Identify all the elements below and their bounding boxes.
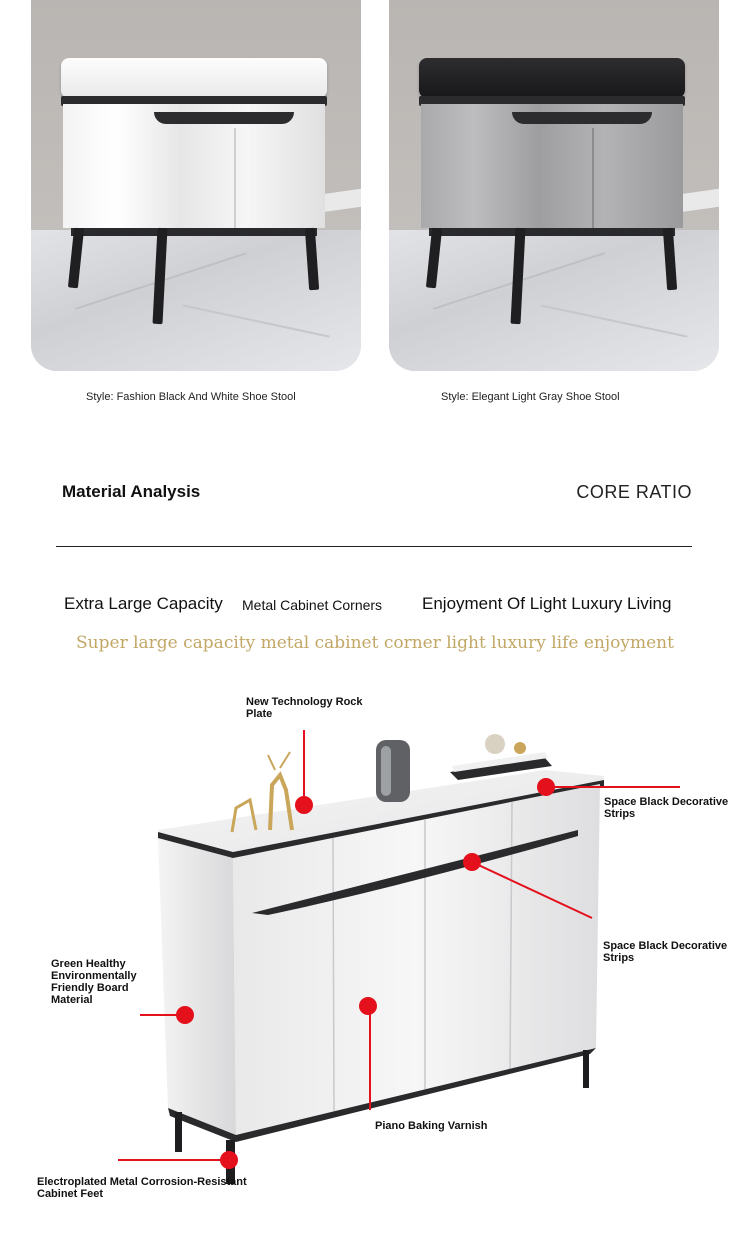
marker-rock-plate[interactable] [295, 796, 313, 814]
shoe-stool-gray [417, 58, 687, 328]
stool-leg [510, 228, 525, 324]
stool-leg [68, 228, 84, 289]
marker-board[interactable] [176, 1006, 194, 1024]
marker-varnish[interactable] [359, 997, 377, 1015]
cabinet-side [158, 838, 236, 1135]
door-seam [234, 128, 236, 228]
style-caption-light-gray: Style: Elegant Light Gray Shoe Stool [441, 391, 620, 403]
label-board: Green Healthy Environmentally Friendly Board Material [51, 958, 137, 1006]
stool-base [71, 228, 317, 236]
cabinet-foot [583, 1050, 589, 1088]
stool-leg [663, 228, 677, 291]
style-photo-black-white[interactable] [31, 0, 361, 371]
stool-leg [426, 228, 442, 289]
door-seam [333, 838, 334, 1111]
stool-seat [419, 58, 685, 98]
stool-leg [152, 228, 167, 324]
label-varnish: Piano Baking Varnish [375, 1120, 488, 1132]
label-strip-top: Space Black Decorative Strips [604, 796, 729, 820]
feature-capacity: Extra Large Capacity [64, 594, 223, 613]
vase [376, 740, 410, 802]
style-caption-black-white: Style: Fashion Black And White Shoe Stool [86, 391, 296, 403]
cabinet-foot [175, 1112, 182, 1152]
label-rock-plate: New Technology Rock Plate [246, 696, 363, 720]
stool-seat [61, 58, 327, 98]
stool-handle [512, 112, 652, 124]
door-seam [592, 128, 594, 228]
stool-handle [154, 112, 294, 124]
cabinet-diagram [0, 680, 750, 1244]
marker-feet[interactable] [220, 1151, 238, 1169]
section-title: Material Analysis [62, 482, 201, 501]
tagline: Super large capacity metal cabinet corner light luxury life enjoyment [76, 633, 674, 653]
stool-base [429, 228, 675, 236]
style-photo-light-gray[interactable] [389, 0, 719, 371]
feature-corners: Metal Cabinet Corners [242, 597, 383, 613]
divider [56, 546, 692, 547]
feature-luxury: Enjoyment Of Light Luxury Living [422, 594, 672, 613]
marker-strip-mid[interactable] [463, 853, 481, 871]
section-subtitle: CORE RATIO [576, 482, 692, 502]
label-strip-mid: Space Black Decorative Strips [603, 940, 728, 964]
shoe-stool-white [59, 58, 329, 328]
marker-strip-top[interactable] [537, 778, 555, 796]
stool-leg [305, 228, 319, 291]
label-feet: Electroplated Metal Corrosion-Resistant Cabinet Feet [37, 1176, 247, 1200]
